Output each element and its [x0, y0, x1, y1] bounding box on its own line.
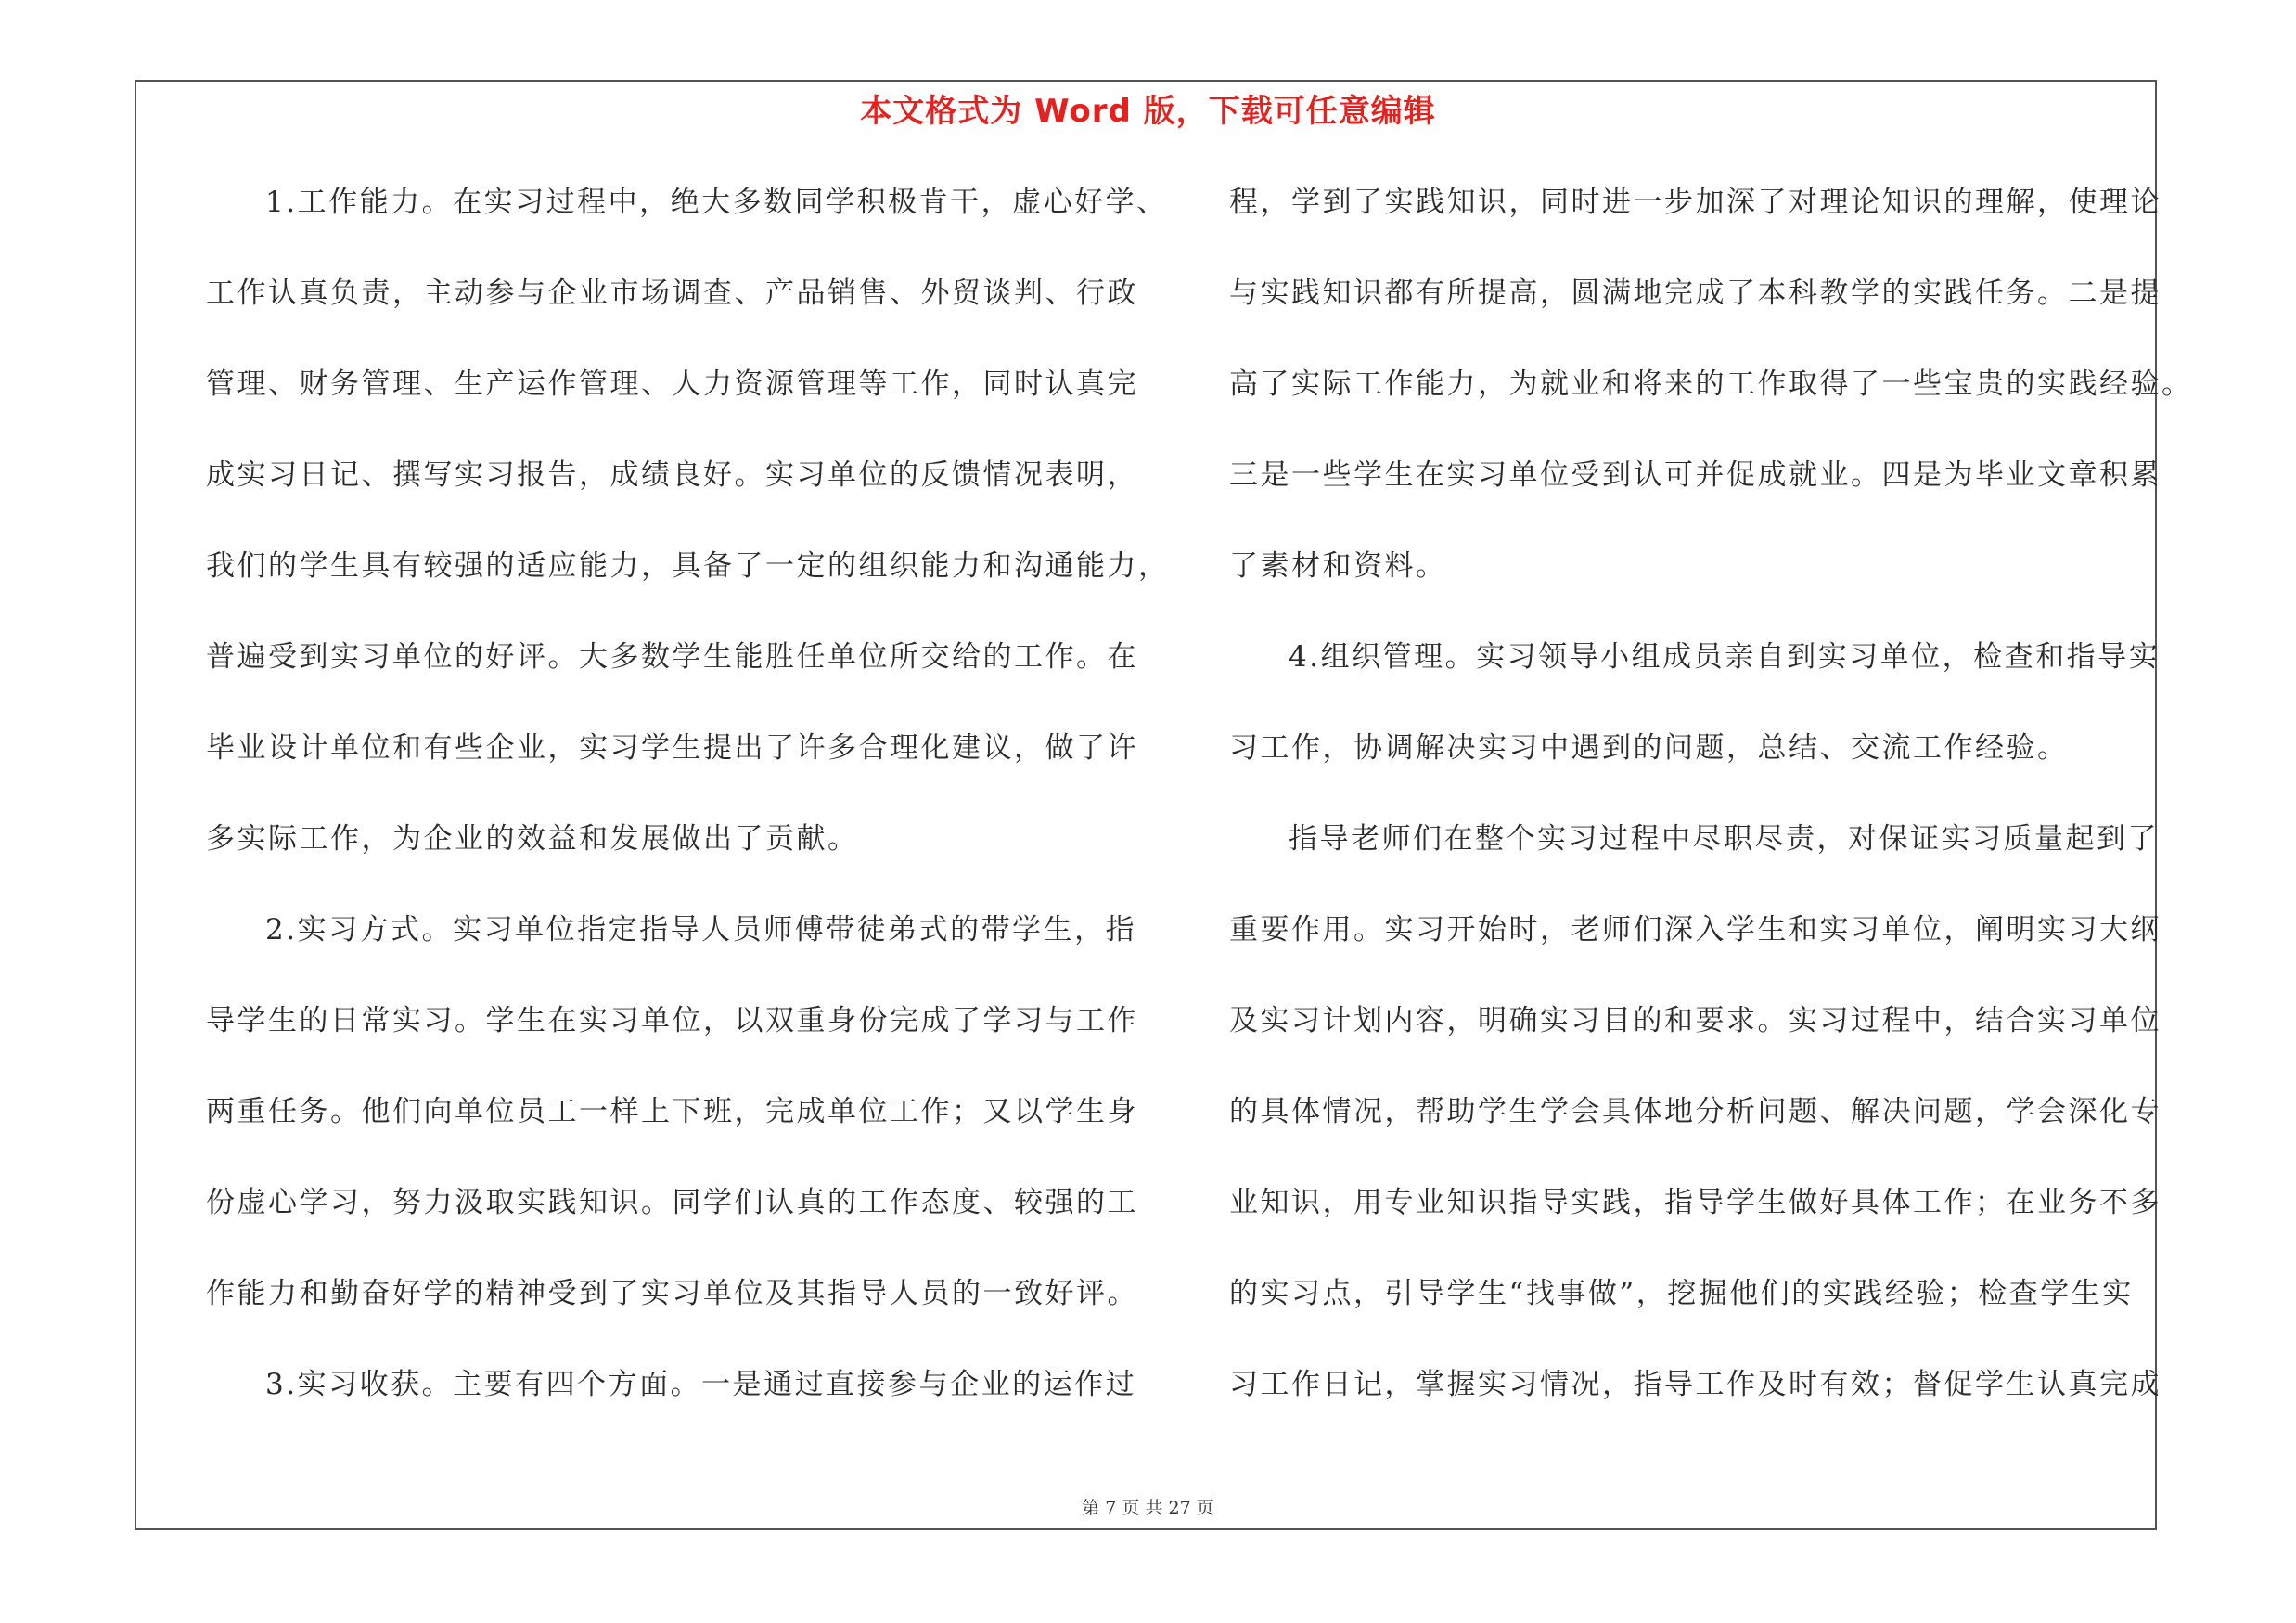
text-line: 管理、财务管理、生产运作管理、人力资源管理等工作，同时认真完: [206, 367, 1138, 401]
text-line: 高了实际工作能力，为就业和将来的工作取得了一些宝贵的实践经验。: [1229, 367, 2193, 401]
text-line: 工作认真负责，主动参与企业市场调查、产品销售、外贸谈判、行政: [206, 277, 1138, 310]
text-line: 3.实习收获。主要有四个方面。一是通过直接参与企业的运作过: [265, 1368, 1137, 1401]
text-line: 重要作用。实习开始时，老师们深入学生和实习单位，阐明实习大纲: [1229, 913, 2161, 947]
text-line: 份虚心学习，努力汲取实践知识。同学们认真的工作态度、较强的工: [206, 1186, 1138, 1219]
text-line: 1.工作能力。在实习过程中，绝大多数同学积极肯干，虚心好学、: [265, 186, 1168, 219]
text-line: 的具体情况，帮助学生学会具体地分析问题、解决问题，学会深化专: [1229, 1095, 2161, 1128]
text-line: 的实习点，引导学生“找事做”，挖掘他们的实践经验；检查学生实: [1229, 1277, 2134, 1310]
text-line: 程，学到了实践知识，同时进一步加深了对理论知识的理解，使理论: [1229, 186, 2161, 219]
text-line: 习工作，协调解决实习中遇到的问题，总结、交流工作经验。: [1229, 731, 2069, 765]
text-line: 习工作日记，掌握实习情况，指导工作及时有效；督促学生认真完成: [1229, 1368, 2161, 1401]
text-line: 作能力和勤奋好学的精神受到了实习单位及其指导人员的一致好评。: [206, 1277, 1138, 1310]
text-line: 导学生的日常实习。学生在实习单位，以双重身份完成了学习与工作: [206, 1004, 1138, 1037]
right-text-column: [1229, 182, 2193, 1453]
text-line: 毕业设计单位和有些企业，实习学生提出了许多合理化建议，做了许: [206, 731, 1138, 765]
text-line: 及实习计划内容，明确实习目的和要求。实习过程中，结合实习单位: [1229, 1004, 2161, 1037]
left-text-column: [206, 182, 1170, 1453]
text-line: 三是一些学生在实习单位受到认可并促成就业。四是为毕业文章积累: [1229, 458, 2161, 492]
text-line: 成实习日记、撰写实习报告，成绩良好。实习单位的反馈情况表明，: [206, 458, 1138, 492]
text-line: 多实际工作，为企业的效益和发展做出了贡献。: [206, 822, 859, 856]
text-line: 与实践知识都有所提高，圆满地完成了本科教学的实践任务。二是提: [1229, 277, 2161, 310]
text-line: 两重任务。他们向单位员工一样上下班，完成单位工作；又以学生身: [206, 1095, 1138, 1128]
text-line: 2.实习方式。实习单位指定指导人员师傅带徒弟式的带学生，指: [265, 913, 1137, 947]
text-line: 普遍受到实习单位的好评。大多数学生能胜任单位所交给的工作。在: [206, 640, 1138, 674]
text-line: 4.组织管理。实习领导小组成员亲自到实习单位，检查和指导实: [1289, 640, 2161, 674]
text-line: 我们的学生具有较强的适应能力，具备了一定的组织能力和沟通能力，: [206, 549, 1170, 583]
text-line: 业知识，用专业知识指导实践，指导学生做好具体工作；在业务不多: [1229, 1186, 2161, 1219]
text-line: 了素材和资料。: [1229, 549, 1447, 583]
document-banner: 本文格式为 Word 版，下载可任意编辑: [860, 93, 1436, 130]
page-number: 第 7 页 共 27 页: [1082, 1498, 1214, 1518]
text-line: 指导老师们在整个实习过程中尽职尽责，对保证实习质量起到了: [1289, 822, 2159, 856]
